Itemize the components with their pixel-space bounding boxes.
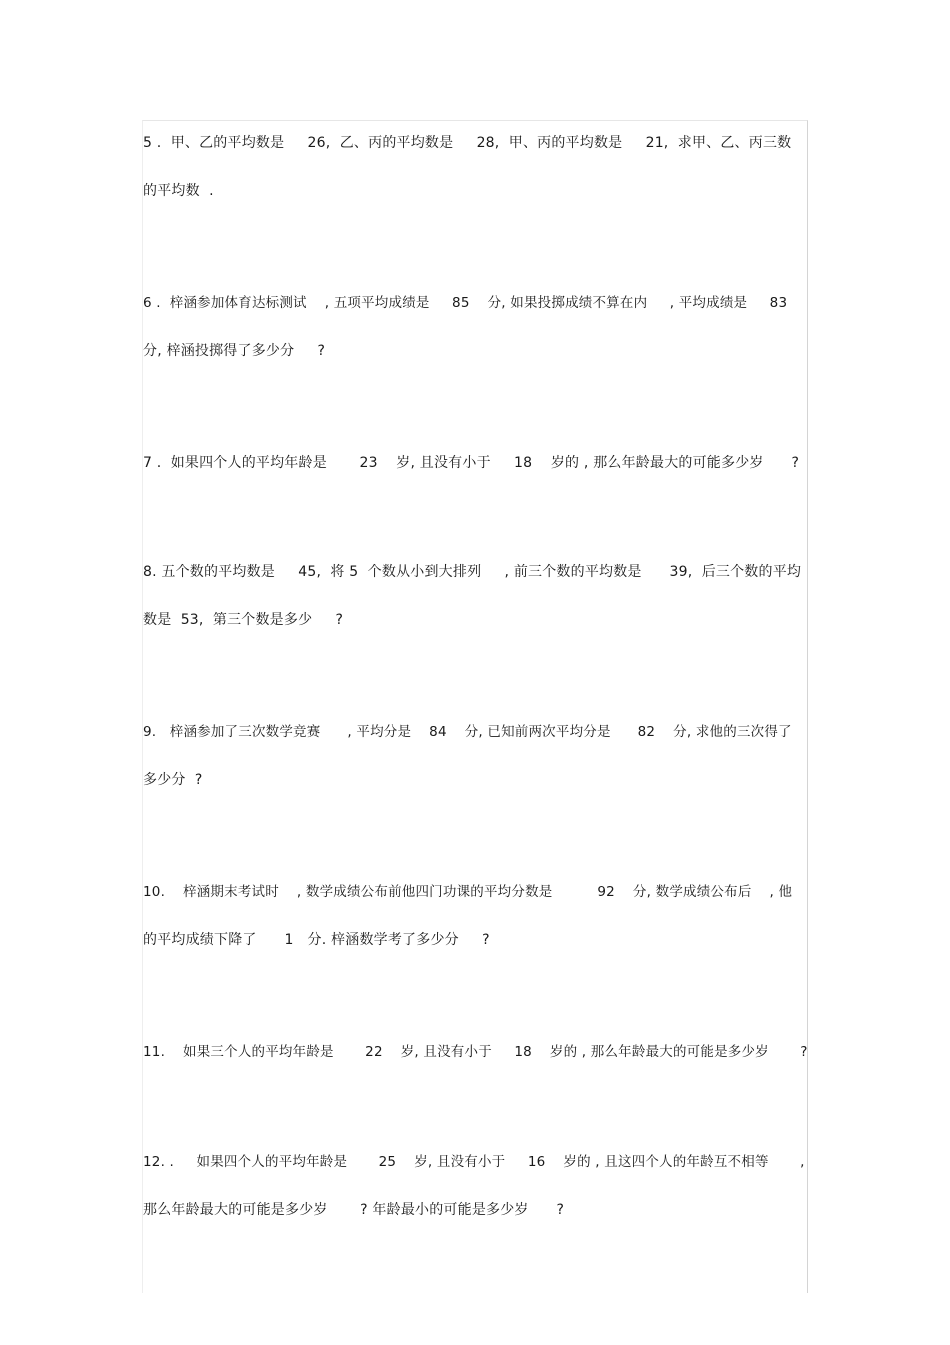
question-9-line-1: 9. 梓涵参加了三次数学竞赛 , 平均分是 84 分, 已知前两次平均分是 82 分, 求他的三次得了 [143,724,792,740]
question-6-line-1: 6 . 梓涵参加体育达标测试 , 五项平均成绩是 85 分, 如果投掷成绩不算在内 , 平均成绩是 83 [143,295,788,311]
question-5-line-2: 的平均数 . [143,183,214,199]
question-12-line-2: 那么年龄最大的可能是多少岁 ? 年龄最小的可能是多少岁 ? [143,1202,565,1218]
question-5-line-1: 5 . 甲、乙的平均数是 26, 乙、丙的平均数是 28, 甲、丙的平均数是 21, 求甲、乙、丙三数 [143,135,792,151]
question-6-line-2: 分, 梓涵投掷得了多少分 ? [143,343,326,359]
question-9-line-2: 多少分 ? [143,772,203,788]
question-7-line-1: 7 . 如果四个人的平均年龄是 23 岁, 且没有小于 18 岁的 , 那么年龄最大的可能多少岁 ? [143,455,800,471]
question-10-line-2: 的平均成绩下降了 1 分. 梓涵数学考了多少分 ? [143,932,490,948]
question-12-line-1: 12. . 如果四个人的平均年龄是 25 岁, 且没有小于 16 岁的 , 且这四个人的年龄互不相等 , [143,1154,805,1170]
question-8-line-2: 数是 53, 第三个数是多少 ? [143,612,344,628]
question-8-line-1: 8. 五个数的平均数是 45, 将 5 个数从小到大排列 , 前三个数的平均数是 39, 后三个数的平均 [143,564,802,580]
question-10-line-1: 10. 梓涵期末考试时 , 数学成绩公布前他四门功课的平均分数是 92 分, 数学成绩公布后 , 他 [143,884,793,900]
question-11-line-1: 11. 如果三个人的平均年龄是 22 岁, 且没有小于 18 岁的 , 那么年龄最大的可能是多少岁 ? [143,1044,808,1060]
